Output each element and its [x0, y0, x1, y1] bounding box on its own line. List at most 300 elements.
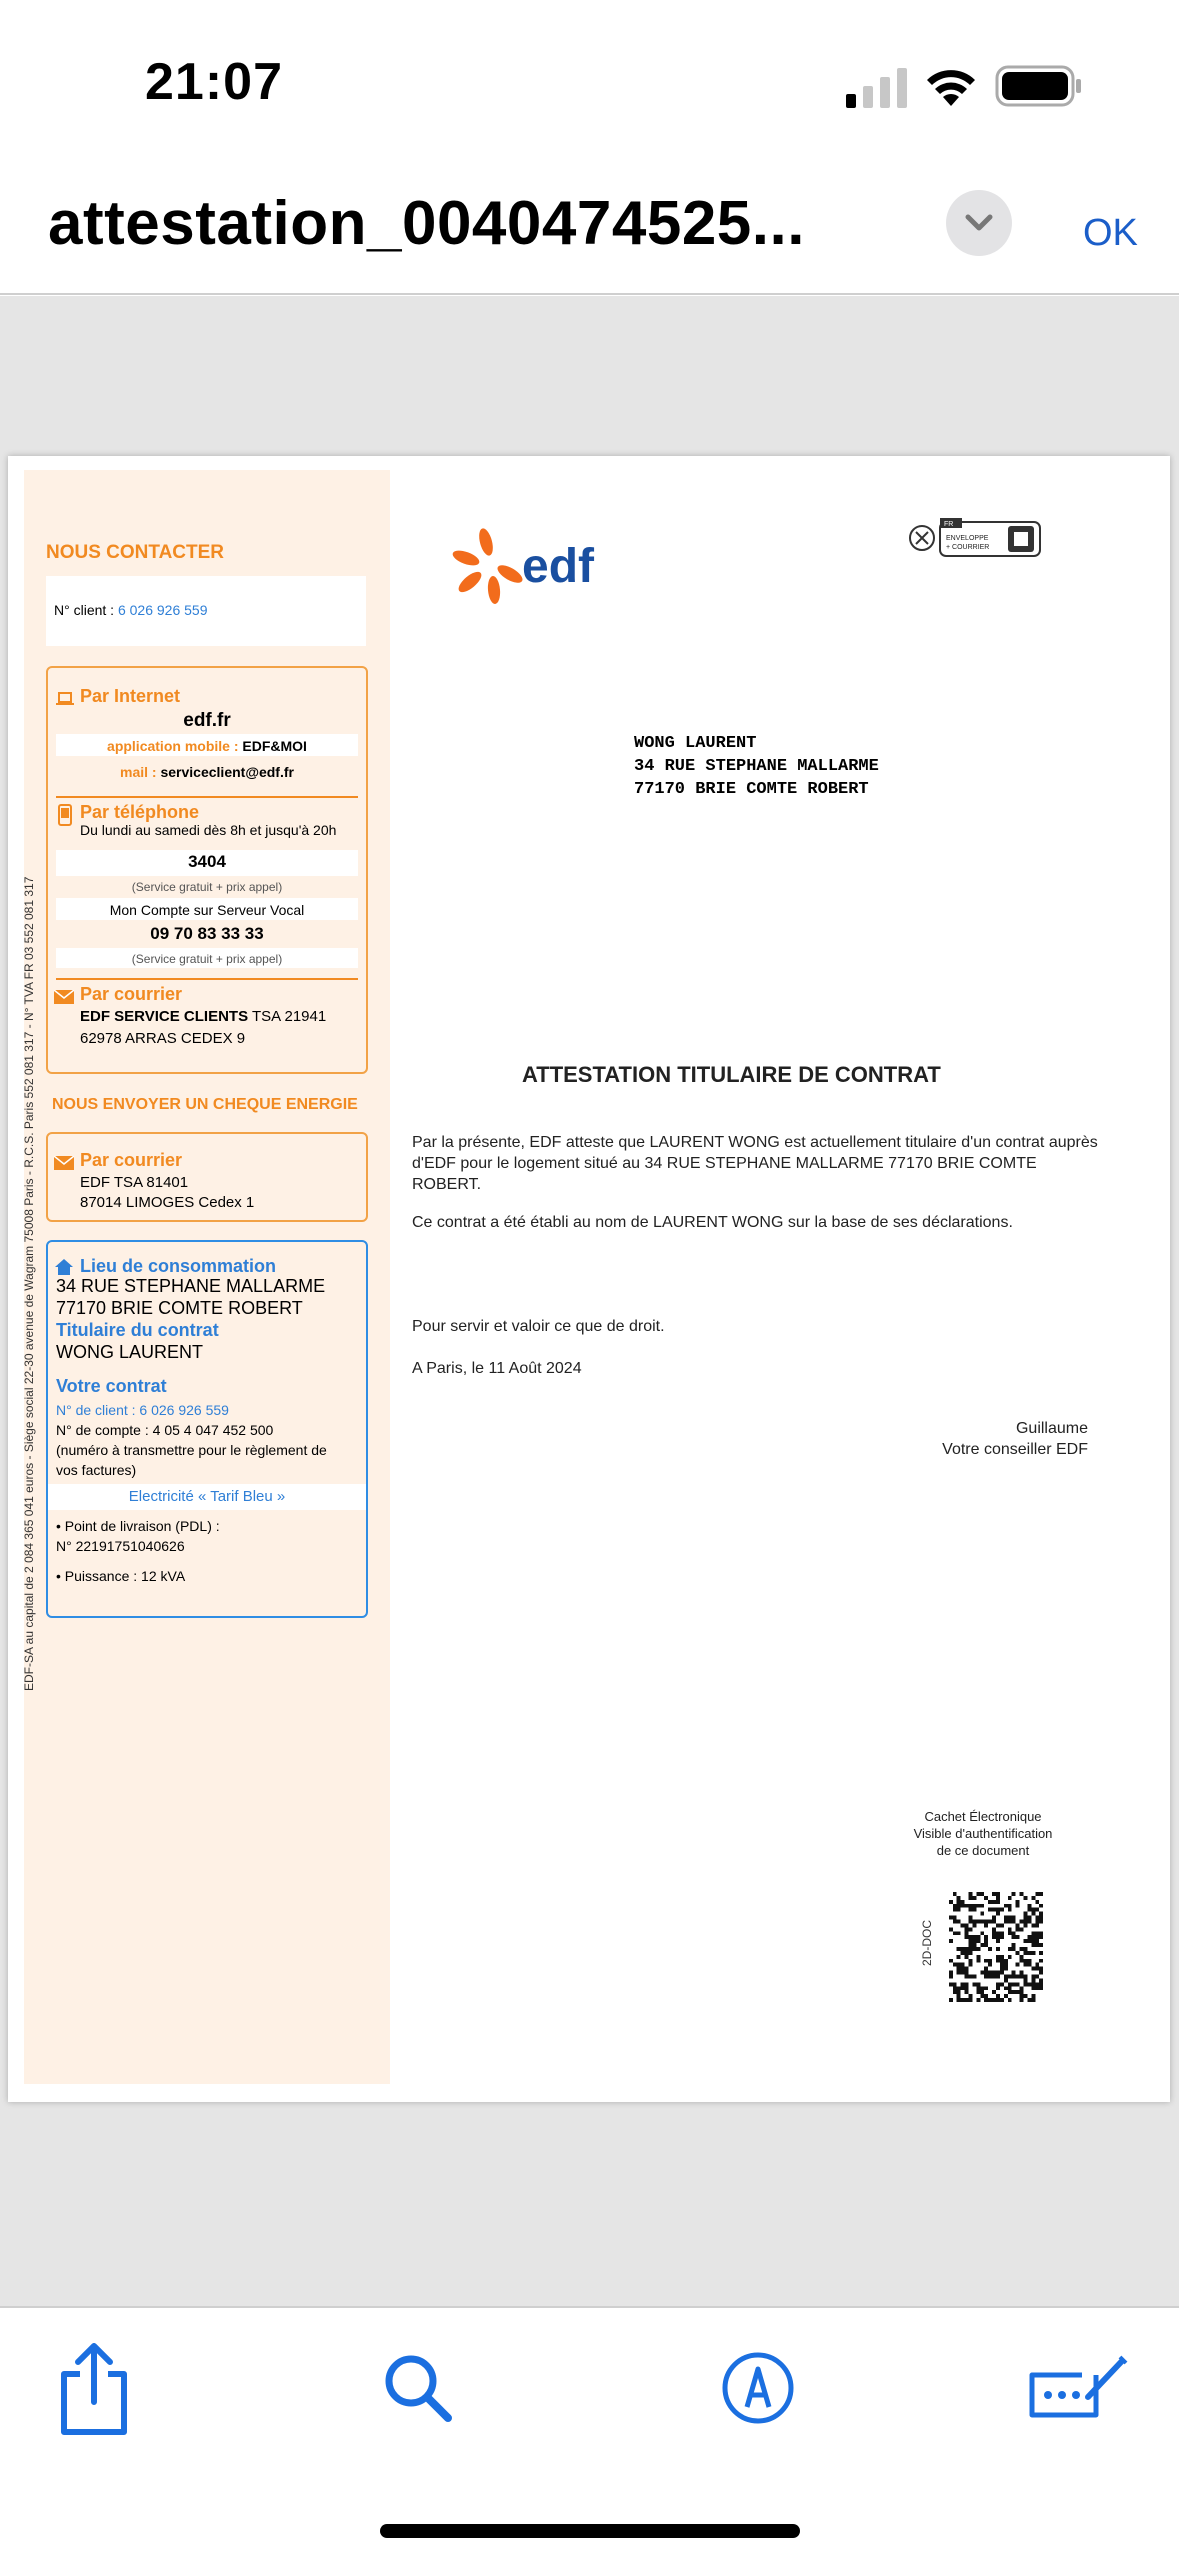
- code-cell: [957, 1967, 961, 1971]
- code-cell: [1039, 1971, 1043, 1975]
- code-cell: [969, 1963, 973, 1967]
- share-icon: [54, 2340, 134, 2436]
- contract-client-number: N° de client : 6 026 926 559: [56, 1402, 229, 1418]
- code-cell: [988, 1900, 992, 1904]
- code-cell: [1020, 1927, 1024, 1931]
- code-cell: [1024, 1982, 1028, 1986]
- email-link[interactable]: serviceclient@edf.fr: [160, 764, 294, 780]
- code-cell: [980, 1994, 984, 1998]
- code-cell: [1024, 1912, 1028, 1916]
- code-cell: [957, 1963, 961, 1967]
- code-cell: [972, 1939, 976, 1943]
- code-cell: [949, 1939, 953, 1943]
- code-cell: [996, 1994, 1000, 1998]
- code-cell: [1004, 1963, 1008, 1967]
- code-cell: [1020, 1998, 1024, 2002]
- title-menu-button[interactable]: [946, 190, 1012, 256]
- code-cell: [969, 1916, 973, 1920]
- power-value: • Puissance : 12 kVA: [56, 1568, 186, 1584]
- electronic-seal-caption: [888, 1808, 1078, 1859]
- code-cell: [1035, 1892, 1039, 1896]
- code-cell: [1008, 1896, 1012, 1900]
- code-cell: [976, 1959, 980, 1963]
- code-cell: [1031, 1939, 1035, 1943]
- code-cell: [1004, 1975, 1008, 1979]
- divider: [56, 978, 358, 980]
- code-cell: [969, 1959, 973, 1963]
- code-cell: [961, 1998, 965, 2002]
- code-cell: [1008, 1982, 1012, 1986]
- code-cell: [969, 1994, 973, 1998]
- code-cell: [1031, 1896, 1035, 1900]
- advisor-role: Votre conseiller EDF: [942, 1441, 1088, 1458]
- advisor-name: Guillaume: [1015, 1420, 1088, 1437]
- signature-block: [942, 1418, 1088, 1460]
- code-cell: [992, 1920, 996, 1924]
- markup-button[interactable]: [708, 2338, 808, 2438]
- code-cell: [1008, 1920, 1012, 1924]
- code-cell: [949, 1982, 953, 1986]
- post-address-line-2: 62978 ARRAS CEDEX 9: [80, 1030, 246, 1047]
- code-cell: [1039, 1986, 1043, 1990]
- code-cell: [969, 1935, 973, 1939]
- code-cell: [1000, 1931, 1004, 1935]
- code-cell: [980, 1986, 984, 1990]
- code-cell: [1016, 1990, 1020, 1994]
- code-cell: [1004, 1986, 1008, 1990]
- code-cell: [953, 1904, 957, 1908]
- home-indicator[interactable]: [380, 2524, 800, 2538]
- code-cell: [980, 1904, 984, 1908]
- code-cell: [1000, 1971, 1004, 1975]
- holder-name: WONG LAURENT: [56, 1342, 204, 1362]
- phone-icon: [58, 804, 72, 826]
- phone-number-1[interactable]: 3404: [188, 852, 226, 871]
- code-cell: [992, 1971, 996, 1975]
- code-cell: [996, 1986, 1000, 1990]
- code-cell: [1031, 1998, 1035, 2002]
- mobile-app-line: application mobile : EDF&MOI: [107, 738, 307, 754]
- code-cell: [1012, 1931, 1016, 1935]
- code-cell: [1027, 1959, 1031, 1963]
- code-cell: [969, 1896, 973, 1900]
- code-cell: [969, 1904, 973, 1908]
- contact-sidebar: [24, 470, 390, 2084]
- code-cell: [1004, 1978, 1008, 1982]
- code-cell: [984, 1971, 988, 1975]
- cheque-address-line-2: 87014 LIMOGES Cedex 1: [80, 1194, 255, 1211]
- code-cell: [1031, 1908, 1035, 1912]
- code-cell: [1031, 1923, 1035, 1927]
- document-title: attestation_0040474525...: [48, 189, 805, 258]
- status-time: 21:07: [145, 53, 283, 111]
- code-cell: [953, 1990, 957, 1994]
- code-cell: [976, 1939, 980, 1943]
- code-cell: [1004, 1904, 1008, 1908]
- phone-note-2: (Service gratuit + prix appel): [131, 952, 283, 966]
- account-note-2: vos factures): [56, 1462, 137, 1478]
- code-cell: [972, 1920, 976, 1924]
- code-cell: [1024, 1916, 1028, 1920]
- code-cell: [984, 1975, 988, 1979]
- code-cell: [1024, 1994, 1028, 1998]
- cheque-heading: NOUS ENVOYER UN CHEQUE ENERGIE: [52, 1096, 358, 1113]
- client-number: 6 026 926 559: [117, 602, 208, 618]
- code-cell: [957, 1955, 961, 1959]
- code-cell: [957, 1931, 961, 1935]
- code-cell: [984, 1994, 988, 1998]
- code-cell: [992, 1935, 996, 1939]
- code-cell: [1031, 1912, 1035, 1916]
- phone-number-2[interactable]: 09 70 83 33 33: [150, 924, 264, 943]
- code-cell: [1016, 1904, 1020, 1908]
- envelope-icon: [54, 1156, 74, 1170]
- code-cell: [1008, 1904, 1012, 1908]
- code-cell: [1035, 1916, 1039, 1920]
- document-viewer[interactable]: [0, 296, 1179, 2306]
- code-cell: [992, 1916, 996, 1920]
- code-cell: [953, 1931, 957, 1935]
- code-cell: [1035, 1900, 1039, 1904]
- phone-hours: Du lundi au samedi dès 8h et jusqu'à 20h: [80, 822, 337, 838]
- code-cell: [1024, 1963, 1028, 1967]
- code-cell: [992, 1908, 996, 1912]
- code-cell: [961, 1986, 965, 1990]
- code-cell: [1035, 1967, 1039, 1971]
- search-icon: [382, 2352, 454, 2424]
- code-cell: [1039, 1967, 1043, 1971]
- code-cell: [1027, 1935, 1031, 1939]
- code-cell: [1031, 1978, 1035, 1982]
- code-cell: [1035, 1920, 1039, 1924]
- code-cell: [1000, 1923, 1004, 1927]
- code-cell: [1020, 1971, 1024, 1975]
- code-cell: [988, 1920, 992, 1924]
- code-cell: [1004, 1920, 1008, 1924]
- code-cell: [984, 1920, 988, 1924]
- code-cell: [1008, 1931, 1012, 1935]
- code-cell: [1031, 1975, 1035, 1979]
- signature-button[interactable]: [1018, 2338, 1138, 2438]
- code-cell: [980, 1892, 984, 1896]
- client-label: N° client :: [54, 602, 118, 618]
- code-cell: [957, 1896, 961, 1900]
- code-cell: [984, 1923, 988, 1927]
- code-cell: [1039, 1978, 1043, 1982]
- code-cell: [984, 1939, 988, 1943]
- code-cell: [996, 1971, 1000, 1975]
- contact-heading: NOUS CONTACTER: [46, 542, 225, 563]
- code-cell: [1031, 1982, 1035, 1986]
- code-cell: [988, 1998, 992, 2002]
- code-cell: [1039, 1892, 1043, 1896]
- code-cell: [976, 1998, 980, 2002]
- consumption-heading: Lieu de consommation: [80, 1256, 277, 1276]
- code-cell: [992, 1927, 996, 1931]
- code-cell: [996, 1931, 1000, 1935]
- attestation-paragraph-2: Ce contrat a été établi au nom de LAURENT WONG sur la base de ses déclarations.: [412, 1214, 1013, 1231]
- consumption-address-2: 77170 BRIE COMTE ROBERT: [56, 1298, 303, 1318]
- seal-line-2: Visible d'authentification: [913, 1826, 1053, 1841]
- code-cell: [965, 1990, 969, 1994]
- chevron-down-icon: [964, 213, 994, 233]
- postage-stamp: [904, 516, 1044, 560]
- code-cell: [969, 1947, 973, 1951]
- code-cell: [1016, 1900, 1020, 1904]
- code-cell: [957, 1986, 961, 1990]
- code-cell: [1035, 1935, 1039, 1939]
- code-cell: [1031, 1931, 1035, 1935]
- code-cell: [992, 1990, 996, 1994]
- code-cell: [996, 1939, 1000, 1943]
- vocal-server: Mon Compte sur Serveur Vocal: [109, 902, 305, 918]
- code-cell: [1004, 1967, 1008, 1971]
- code-cell: [988, 1971, 992, 1975]
- code-cell: [996, 1998, 1000, 2002]
- code-cell: [1008, 1916, 1012, 1920]
- code-cell: [965, 1951, 969, 1955]
- code-cell: [961, 1947, 965, 1951]
- code-cell: [957, 1994, 961, 1998]
- code-cell: [996, 1955, 1000, 1959]
- bottom-toolbar: [0, 2306, 1179, 2556]
- code-cell: [1008, 1927, 1012, 1931]
- code-cell: [969, 1998, 973, 2002]
- code-cell: [1024, 1923, 1028, 1927]
- code-cell: [972, 1943, 976, 1947]
- code-cell: [969, 1939, 973, 1943]
- phone-note-1: (Service gratuit + prix appel): [131, 880, 283, 894]
- code-cell: [1035, 1939, 1039, 1943]
- code-cell: [957, 1971, 961, 1975]
- attestation-date: A Paris, le 11 Août 2024: [412, 1360, 582, 1377]
- code-cell: [961, 1900, 965, 1904]
- email-line: mail : serviceclient@edf.fr: [120, 764, 294, 780]
- code-cell: [965, 1998, 969, 2002]
- code-cell: [996, 1982, 1000, 1986]
- search-button[interactable]: [368, 2338, 468, 2438]
- code-cell: [1012, 1947, 1016, 1951]
- code-cell: [972, 1896, 976, 1900]
- code-cell: [980, 1920, 984, 1924]
- code-cell: [969, 1892, 973, 1896]
- code-cell: [969, 1943, 973, 1947]
- code-cell: [965, 1935, 969, 1939]
- code-cell: [965, 1971, 969, 1975]
- code-cell: [1031, 1994, 1035, 1998]
- code-cell: [1027, 1982, 1031, 1986]
- code-cell: [1012, 1935, 1016, 1939]
- code-cell: [961, 1904, 965, 1908]
- code-cell: [961, 1967, 965, 1971]
- code-cell: [961, 1982, 965, 1986]
- ok-button[interactable]: OK: [1083, 212, 1138, 254]
- website[interactable]: edf.fr: [183, 710, 231, 731]
- code-cell: [984, 1986, 988, 1990]
- code-cell: [984, 1967, 988, 1971]
- code-cell: [1016, 1975, 1020, 1979]
- code-cell: [988, 1975, 992, 1979]
- code-cell: [984, 1896, 988, 1900]
- code-cell: [1020, 1959, 1024, 1963]
- code-cell: [949, 1959, 953, 1963]
- code-cell: [976, 1982, 980, 1986]
- tariff: Electricité « Tarif Bleu »: [128, 1488, 286, 1505]
- wifi-icon: [925, 62, 977, 108]
- code-cell: [980, 1971, 984, 1975]
- recipient-address: [634, 732, 879, 801]
- code-cell: [1012, 1943, 1016, 1947]
- code-cell: [957, 1900, 961, 1904]
- recipient-city: 77170 BRIE COMTE ROBERT: [634, 780, 869, 799]
- code-cell: [1027, 1998, 1031, 2002]
- code-cell: [1020, 1920, 1024, 1924]
- code-cell: [1004, 1916, 1008, 1920]
- 2d-doc-code: [948, 1892, 1044, 2002]
- document-title-bar: [0, 170, 1179, 295]
- code-cell: [1035, 1982, 1039, 1986]
- code-cell: [965, 1947, 969, 1951]
- code-cell: [953, 1986, 957, 1990]
- account-note-1: (numéro à transmettre pour le règlement de: [56, 1442, 327, 1458]
- code-cell: [1039, 1904, 1043, 1908]
- code-cell: [1031, 1967, 1035, 1971]
- code-cell: [949, 1971, 953, 1975]
- code-cell: [1016, 1951, 1020, 1955]
- code-cell: [1027, 1916, 1031, 1920]
- cheque-address-line-1: EDF TSA 81401: [80, 1174, 189, 1191]
- code-cell: [1020, 1975, 1024, 1979]
- code-cell: [953, 1916, 957, 1920]
- code-cell: [949, 1927, 953, 1931]
- code-cell: [1027, 1908, 1031, 1912]
- code-cell: [1035, 1908, 1039, 1912]
- seal-line-1: Cachet Électronique: [924, 1809, 1042, 1824]
- code-cell: [1000, 1955, 1004, 1959]
- recipient-street: 34 RUE STEPHANE MALLARME: [634, 757, 879, 776]
- code-cell: [1008, 1908, 1012, 1912]
- code-cell: [1031, 1951, 1035, 1955]
- code-cell: [957, 1990, 961, 1994]
- 2d-doc-label: 2D-DOC: [920, 1919, 934, 1966]
- code-cell: [961, 1971, 965, 1975]
- code-cell: [1035, 1975, 1039, 1979]
- code-cell: [965, 1982, 969, 1986]
- code-cell: [988, 1963, 992, 1967]
- code-cell: [996, 1975, 1000, 1979]
- code-cell: [1012, 1975, 1016, 1979]
- code-cell: [976, 1955, 980, 1959]
- code-cell: [949, 1975, 953, 1979]
- code-cell: [976, 1892, 980, 1896]
- code-cell: [1039, 1916, 1043, 1920]
- pdl-label: • Point de livraison (PDL) :: [56, 1518, 220, 1534]
- code-cell: [1012, 1982, 1016, 1986]
- code-cell: [1000, 1963, 1004, 1967]
- phone-heading: Par téléphone: [80, 802, 200, 822]
- code-cell: [1024, 1947, 1028, 1951]
- code-cell: [976, 1920, 980, 1924]
- code-cell: [1027, 1904, 1031, 1908]
- code-cell: [1020, 1994, 1024, 1998]
- code-cell: [992, 1975, 996, 1979]
- code-cell: [980, 1912, 984, 1916]
- seal-line-3: de ce document: [936, 1843, 1030, 1858]
- edf-logo-text: edf: [522, 540, 594, 593]
- code-cell: [965, 1967, 969, 1971]
- code-cell: [976, 1990, 980, 1994]
- code-cell: [1016, 1935, 1020, 1939]
- code-cell: [1039, 1912, 1043, 1916]
- divider: [56, 796, 358, 798]
- code-cell: [1012, 1916, 1016, 1920]
- share-button[interactable]: [44, 2338, 144, 2438]
- code-cell: [1008, 1955, 1012, 1959]
- attestation-title: ATTESTATION TITULAIRE DE CONTRAT: [522, 1062, 941, 1087]
- code-cell: [1031, 1986, 1035, 1990]
- code-cell: [961, 1963, 965, 1967]
- code-cell: [965, 1975, 969, 1979]
- code-cell: [949, 1916, 953, 1920]
- code-cell: [1012, 1892, 1016, 1896]
- code-cell: [1039, 1982, 1043, 1986]
- battery-icon: [995, 64, 1083, 108]
- code-cell: [972, 1923, 976, 1927]
- stamp-label: FR: [944, 521, 954, 528]
- code-cell: [1000, 1935, 1004, 1939]
- code-cell: [996, 1935, 1000, 1939]
- code-cell: [1016, 1982, 1020, 1986]
- code-cell: [1035, 1943, 1039, 1947]
- code-cell: [996, 1892, 1000, 1896]
- code-cell: [988, 1947, 992, 1951]
- code-cell: [1027, 1951, 1031, 1955]
- post-heading: Par courrier: [80, 984, 183, 1004]
- code-cell: [996, 1896, 1000, 1900]
- code-cell: [1008, 1947, 1012, 1951]
- code-cell: [984, 1935, 988, 1939]
- code-cell: [969, 1975, 973, 1979]
- code-cell: [953, 1892, 957, 1896]
- code-cell: [1024, 1896, 1028, 1900]
- code-cell: [965, 1931, 969, 1935]
- code-cell: [1016, 1927, 1020, 1931]
- code-cell: [1008, 1986, 1012, 1990]
- code-cell: [1016, 1923, 1020, 1927]
- code-cell: [1004, 1994, 1008, 1998]
- code-cell: [1035, 1986, 1039, 1990]
- code-cell: [980, 1990, 984, 1994]
- code-cell: [972, 1975, 976, 1979]
- contract-heading: Votre contrat: [56, 1376, 167, 1396]
- document-page: [8, 456, 1170, 2102]
- code-cell: [1008, 1998, 1012, 2002]
- code-cell: [988, 1959, 992, 1963]
- code-cell: [996, 1947, 1000, 1951]
- internet-heading: Par Internet: [80, 686, 181, 706]
- code-cell: [1012, 1920, 1016, 1924]
- code-cell: [1000, 1967, 1004, 1971]
- code-cell: [1020, 1955, 1024, 1959]
- code-cell: [1004, 1959, 1008, 1963]
- attestation-paragraph-3: Pour servir et valoir ce que de droit.: [412, 1318, 665, 1335]
- code-cell: [1012, 1971, 1016, 1975]
- code-cell: [1039, 1951, 1043, 1955]
- stamp-text-1: ENVELOPPE: [946, 535, 989, 542]
- legal-mention: EDF-SA au capital de 2 084 365 041 euros - Siège social 22-30 avenue de Wagram 75008 Paris - R.C.S. Paris 552 081 317 - N° TVA FR 03 552 081 317: [22, 876, 36, 1691]
- code-cell: [957, 1920, 961, 1924]
- code-cell: [996, 1912, 1000, 1916]
